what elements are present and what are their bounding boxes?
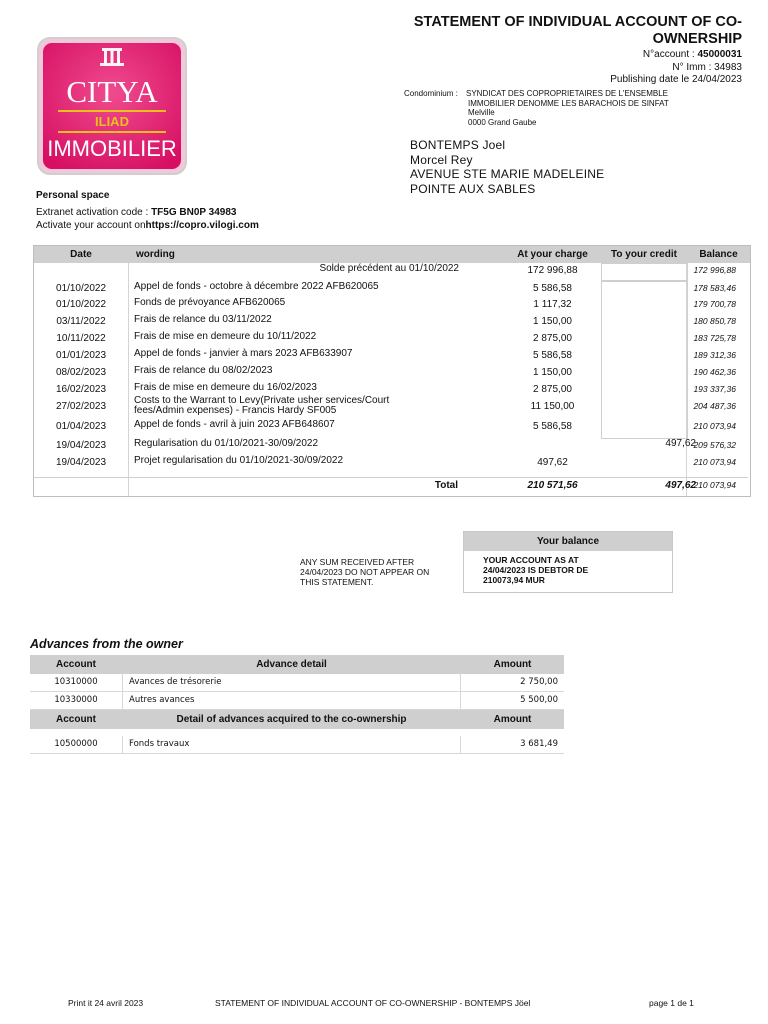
row-date: 10/11/2022 — [56, 333, 106, 344]
account-number: N°account : 45000031 — [642, 49, 742, 60]
publishing-date: Publishing date le 24/04/2023 — [610, 74, 742, 85]
row-balance: 189 312,36 — [693, 350, 736, 360]
row-charge: 2 875,00 — [533, 333, 572, 344]
row-wording: Frais de relance du 08/02/2023 — [134, 365, 273, 376]
previous-balance-balance: 172 996,88 — [693, 265, 736, 275]
statement-title — [382, 14, 742, 48]
table-row — [34, 365, 750, 381]
row-charge: 5 586,58 — [533, 283, 572, 294]
row-balance: 204 487,36 — [693, 401, 736, 411]
row-date: 16/02/2023 — [55, 384, 107, 395]
total-row — [34, 479, 750, 495]
address-line: POINTE AUX SABLES — [410, 181, 536, 196]
row-charge: 1 117,32 — [533, 299, 572, 310]
advances-header: Account Advance detail Amount — [30, 655, 564, 674]
row-wording: Regularisation du 01/10/2021-30/09/2022 — [134, 438, 319, 449]
title-line-2: OWNERSHIP — [652, 31, 742, 47]
credit-box — [601, 263, 688, 281]
footer-print-date: Print it 24 avril 2023 — [68, 998, 144, 1008]
row-charge: 1 150,00 — [533, 367, 572, 378]
row-date: 01/04/2023 — [55, 421, 107, 432]
condo-label: Condominium : — [404, 89, 458, 98]
row-charge: 1 150,00 — [533, 316, 572, 327]
row-wording: Frais de mise en demeure du 10/11/2022 — [134, 331, 317, 342]
row-wording: Fonds de prévoyance AFB620065 — [134, 297, 286, 308]
total-charge: 210 571,56 — [527, 480, 578, 491]
table-body — [34, 263, 750, 496]
row-wording: Appel de fonds - janvier à mars 2023 AFB633907 — [134, 348, 353, 359]
logo-brand: CITYA — [66, 74, 158, 109]
account-meta — [442, 49, 742, 87]
row-date: 01/10/2022 — [55, 299, 107, 310]
row-balance: 209 576,32 — [693, 440, 736, 450]
row-balance: 179 700,78 — [693, 299, 736, 309]
table-row — [34, 281, 750, 297]
row-charge: 5 586,58 — [533, 350, 572, 361]
row-balance: 210 073,94 — [693, 457, 736, 467]
col-credit: To your credit — [611, 249, 677, 260]
advances-acquired-header: Account Detail of advances acquired to the co-ownership Amount — [30, 710, 564, 729]
row-balance: 178 583,46 — [693, 283, 736, 293]
row-balance: 193 337,36 — [693, 384, 736, 394]
row-date: 03/11/2022 — [56, 316, 106, 327]
total-credit: 497,62 — [665, 480, 696, 491]
table-row — [34, 331, 750, 347]
address-line: AVENUE STE MARIE MADELEINE — [410, 167, 605, 181]
activation-code: Extranet activation code : TF5G BN0P 34983 — [36, 207, 237, 218]
col-balance: Balance — [699, 249, 738, 260]
table-row — [34, 314, 750, 330]
logo-sub1: ILIAD — [95, 114, 129, 129]
row-balance: 210 073,94 — [693, 421, 736, 431]
row-wording: Frais de mise en demeure du 16/02/2023 — [134, 382, 317, 393]
col-wording: wording — [136, 249, 175, 260]
col-date: Date — [70, 249, 92, 260]
table-row: 10310000 Avances de trésorerie 2 750,00 — [30, 674, 564, 692]
table-header — [34, 246, 750, 263]
footer-page: page 1 de 1 — [649, 998, 694, 1008]
row-date: 27/02/2023 — [55, 401, 107, 412]
row-wording-line: fees/Admin expenses) - Francis Hardy SF005 — [134, 405, 337, 416]
table-row — [34, 455, 750, 471]
row-balance: 180 850,78 — [693, 316, 736, 326]
row-wording: Frais de relance du 03/11/2022 — [134, 314, 272, 325]
col-charge: At your charge — [517, 249, 588, 260]
table-row — [34, 395, 750, 416]
owner-address — [410, 138, 604, 196]
total-label: Total — [434, 480, 458, 491]
citya-logo — [36, 36, 188, 176]
row-date: 08/02/2023 — [55, 367, 107, 378]
table-row — [34, 297, 750, 313]
row-date: 19/04/2023 — [55, 440, 107, 451]
your-balance-box — [463, 531, 673, 593]
activate-account: Activate your account onhttps://copro.vilogi.com — [36, 220, 259, 231]
previous-balance-label: Solde précédent au 01/10/2022 — [319, 263, 459, 274]
total-balance: 210 073,94 — [693, 480, 736, 490]
row-date: 01/01/2023 — [55, 350, 107, 361]
advances-table — [30, 655, 564, 754]
address-line: Morcel Rey — [410, 152, 473, 167]
personal-space-heading: Personal space — [36, 190, 110, 201]
row-charge: 2 875,00 — [533, 384, 572, 395]
address-line: BONTEMPS Joel — [410, 138, 506, 152]
table-row — [34, 438, 750, 454]
your-balance-text: YOUR ACCOUNT AS AT 24/04/2023 IS DEBTOR DE 210073,94 MUR — [483, 555, 589, 585]
row-wording — [134, 396, 389, 416]
table-row: 10500000 Fonds travaux 3 681,49 — [30, 736, 564, 754]
row-charge: 5 586,58 — [533, 421, 572, 432]
row-charge: 497,62 — [537, 457, 568, 468]
row-date: 19/04/2023 — [55, 457, 107, 468]
row-wording-line: Costs to the Warrant to Levy(Private usher services/Court — [134, 395, 390, 406]
logo-sub2: IMMOBILIER — [47, 136, 177, 161]
row-date: 01/10/2022 — [55, 283, 107, 294]
imm-number: N° Imm : 34983 — [672, 61, 742, 73]
condo-line-2: IMMOBILIER DENOMME LES BARACHOIS DE SINFAT — [468, 98, 669, 108]
row-balance: 190 462,36 — [693, 367, 736, 377]
condominium-block — [404, 89, 734, 127]
table-row — [34, 348, 750, 364]
activate-link[interactable]: https://copro.vilogi.com — [145, 220, 259, 231]
table-row: 10330000 Autres avances 5 500,00 — [30, 692, 564, 710]
previous-balance-charge: 172 996,88 — [527, 265, 578, 276]
row-credit: 497,62 — [665, 438, 696, 449]
condo-line-4: 0000 Grand Gaube — [468, 117, 537, 127]
row-wording: Appel de fonds - avril à juin 2023 AFB648607 — [134, 419, 335, 430]
footer-center: STATEMENT OF INDIVIDUAL ACCOUNT OF CO-OWNERSHIP - BONTEMPS Jöel — [215, 998, 531, 1008]
your-balance-heading: Your balance — [464, 532, 672, 551]
condo-line-3: Melville — [468, 108, 495, 118]
condo-line-1: SYNDICAT DES COPROPRIETAIRES DE L'ENSEMBLE — [466, 89, 669, 98]
row-wording: Projet regularisation du 01/10/2021-30/09/2022 — [134, 455, 344, 466]
advances-title: Advances from the owner — [30, 637, 183, 651]
row-wording: Appel de fonds - octobre à décembre 2022 AFB620065 — [134, 281, 379, 292]
statement-table — [33, 245, 751, 497]
notice: ANY SUM RECEIVED AFTER 24/04/2023 DO NOT APPEAR ON THIS STATEMENT. — [300, 557, 430, 587]
row-balance: 183 725,78 — [693, 333, 736, 343]
row-charge: 11 150,00 — [530, 401, 575, 412]
personal-space — [36, 188, 259, 233]
table-row — [34, 419, 750, 435]
title-line-1: STATEMENT OF INDIVIDUAL ACCOUNT OF CO- — [413, 14, 742, 30]
